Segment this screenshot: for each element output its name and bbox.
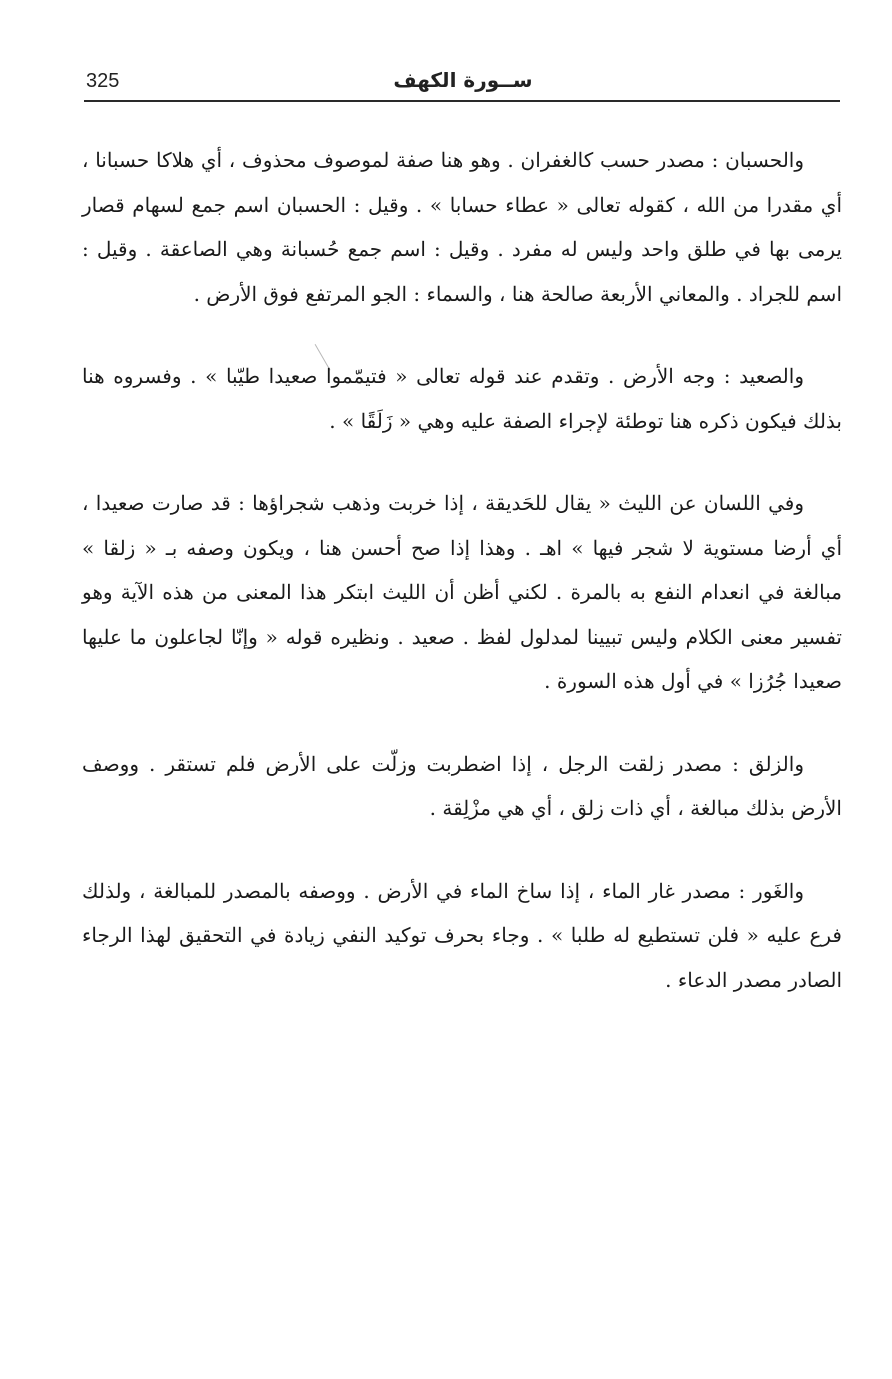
paragraph-husban: والحسبان : مصدر حسب كالغفران . وهو هنا صفة لموصوف محذوف ، أي هلاكا حسبانا ، أي مقدرا من الله ، كقوله تعالى « عطاء حسابا » . وقيل : الحسبان اسم جمع لسهام قصار يرمى بها في طلق واحد وليس له مفرد . وقيل : اسم جمع حُسبانة وهي الصاعقة . وقيل : اسم للجراد . والمعاني الأربعة صالحة هنا ، والسماء : الجو المرتفع فوق الأرض . [82, 148, 842, 306]
running-title: ســورة الكهف [393, 68, 533, 92]
page-body [82, 138, 842, 1040]
page-number: 325 [86, 70, 120, 92]
paragraph-saeed: والصعيد : وجه الأرض . وتقدم عند قوله تعالى « فتيمّموا صعيدا طيّبا » . وفسروه هنا بذلك فيكون ذكره هنا توطئة لإجراء الصفة عليه وهي « زَلَقًا » . [82, 364, 842, 433]
header-rule [84, 100, 840, 102]
paragraph-ghawr: والغَور : مصدر غار الماء ، إذا ساخ الماء في الأرض . ووصفه بالمصدر للمبالغة ، ولذلك فرع عليه « فلن تستطيع له طلبا » . وجاء بحرف توكيد النفي زيادة في التحقيق لهذا الرجاء الصادر مصدر الدعاء . [82, 878, 842, 992]
paragraph-lisan: وفي اللسان عن الليث « يقال للحَديقة ، إذا خربت وذهب شجراؤها : قد صارت صعيدا ، أي أرضا مستوية لا شجر فيها » اهـ . وهذا إذا صح أحسن هنا ، ويكون وصفه بـ « زلقا » مبالغة في انعدام النفع به بالمرة . لكني أظن أن الليث ابتكر هذا المعنى من هذه الآية وهو تفسير معنى الكلام وليس تبيينا لمدلول لفظ . صعيد . ونظيره قوله « وإنّا لجاعلون ما عليها صعيدا جُرُزا » في أول هذه السورة . [82, 491, 842, 693]
paragraph-zalaq: والزلق : مصدر زلقت الرجل ، إذا اضطربت وزلّت على الأرض فلم تستقر . ووصف الأرض بذلك مبالغة ، أي ذات زلق ، أي هي مزْلِقة . [82, 751, 842, 820]
page-header [86, 68, 840, 102]
